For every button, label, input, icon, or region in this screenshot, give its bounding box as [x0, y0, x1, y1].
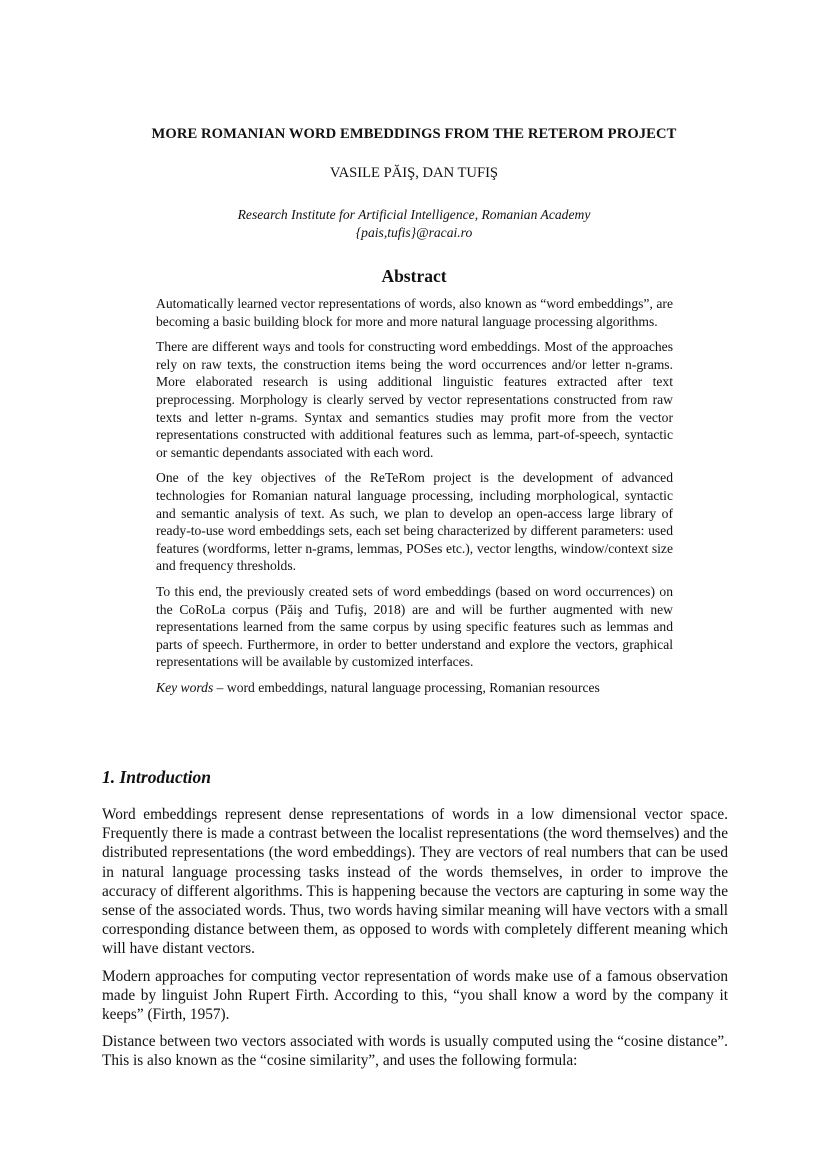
affiliation: Research Institute for Artificial Intelligence, Romanian Academy — [237, 207, 591, 222]
paper-title: MORE ROMANIAN WORD EMBEDDINGS FROM THE RETEROM PROJECT — [151, 126, 677, 142]
keywords-label: Key words — [156, 679, 214, 695]
keywords-line — [156, 679, 673, 697]
section-heading-introduction: 1. Introduction — [102, 767, 211, 787]
abstract-heading: Abstract — [381, 266, 447, 286]
author-email: {pais,tufis}@racai.ro — [355, 225, 473, 240]
affiliation-block — [0, 206, 828, 242]
body-paragraph: Word embeddings represent dense representations of words in a low dimensional vector space. Frequently there is made a contrast between the localist representations (the word themselves) and the distributed representations (the word embeddings). They are vectors of real numbers that can be used in natural language processing tasks instead of the words themselves, in order to improve the accuracy of different algorithms. This is happening because the vectors are capturing in some way the sense of the associated words. Thus, two words having similar meaning will have vectors with a small corresponding distance between them, as opposed to words with completely different meaning which will have distant vectors. — [102, 806, 728, 958]
keywords-text: – word embeddings, natural language processing, Romanian resources — [213, 679, 600, 695]
abstract-paragraph: There are different ways and tools for constructing word embeddings. Most of the approaches rely on raw texts, the construction items being the word occurrences and/or letter n-grams. More elaborated research is using additional linguistic features extracted after text preprocessing. Morphology is clearly served by vector representations constructed from raw texts and letter n-grams. Syntax and semantics studies may profit more from the vector representations constructed with additional features such as lemma, part-of-speech, syntactic or semantic dependants associated with each word. — [156, 339, 673, 460]
paper-authors: VASILE PĂIŞ, DAN TUFIŞ — [329, 165, 499, 181]
body-paragraph: Distance between two vectors associated with words is usually computed using the “cosine distance”. This is also known as the “cosine similarity”, and uses the following formula: — [102, 1033, 728, 1070]
abstract-paragraph: Automatically learned vector representations of words, also known as “word embeddings”, are becoming a basic building block for more and more natural language processing algorithms. — [156, 296, 673, 329]
abstract-paragraph: One of the key objectives of the ReTeRom project is the development of advanced technologies for Romanian natural language processing, including morphological, syntactic and semantic analysis of text. As such, we plan to develop an open-access large library of ready-to-use word embeddings sets, each set being characterized by different parameters: used features (wordforms, letter n-grams, lemmas, POSes etc.), vector lengths, window/context size and frequency thresholds. — [156, 470, 673, 574]
abstract-paragraph: To this end, the previously created sets of word embeddings (based on word occurrences) on the CoRoLa corpus (Păiş and Tufiş, 2018) are and will be further augmented with new representations learned from the same corpus by using specific features such as lemmas and parts of speech. Furthermore, in order to better understand and explore the vectors, graphical representations will be available by customized interfaces. — [156, 583, 673, 670]
abstract-body — [156, 295, 673, 704]
body-paragraph: Modern approaches for computing vector representation of words make use of a famous observation made by linguist John Rupert Firth. According to this, “you shall know a word by the company it keeps” (Firth, 1957). — [102, 967, 728, 1024]
introduction-body — [102, 805, 728, 1079]
